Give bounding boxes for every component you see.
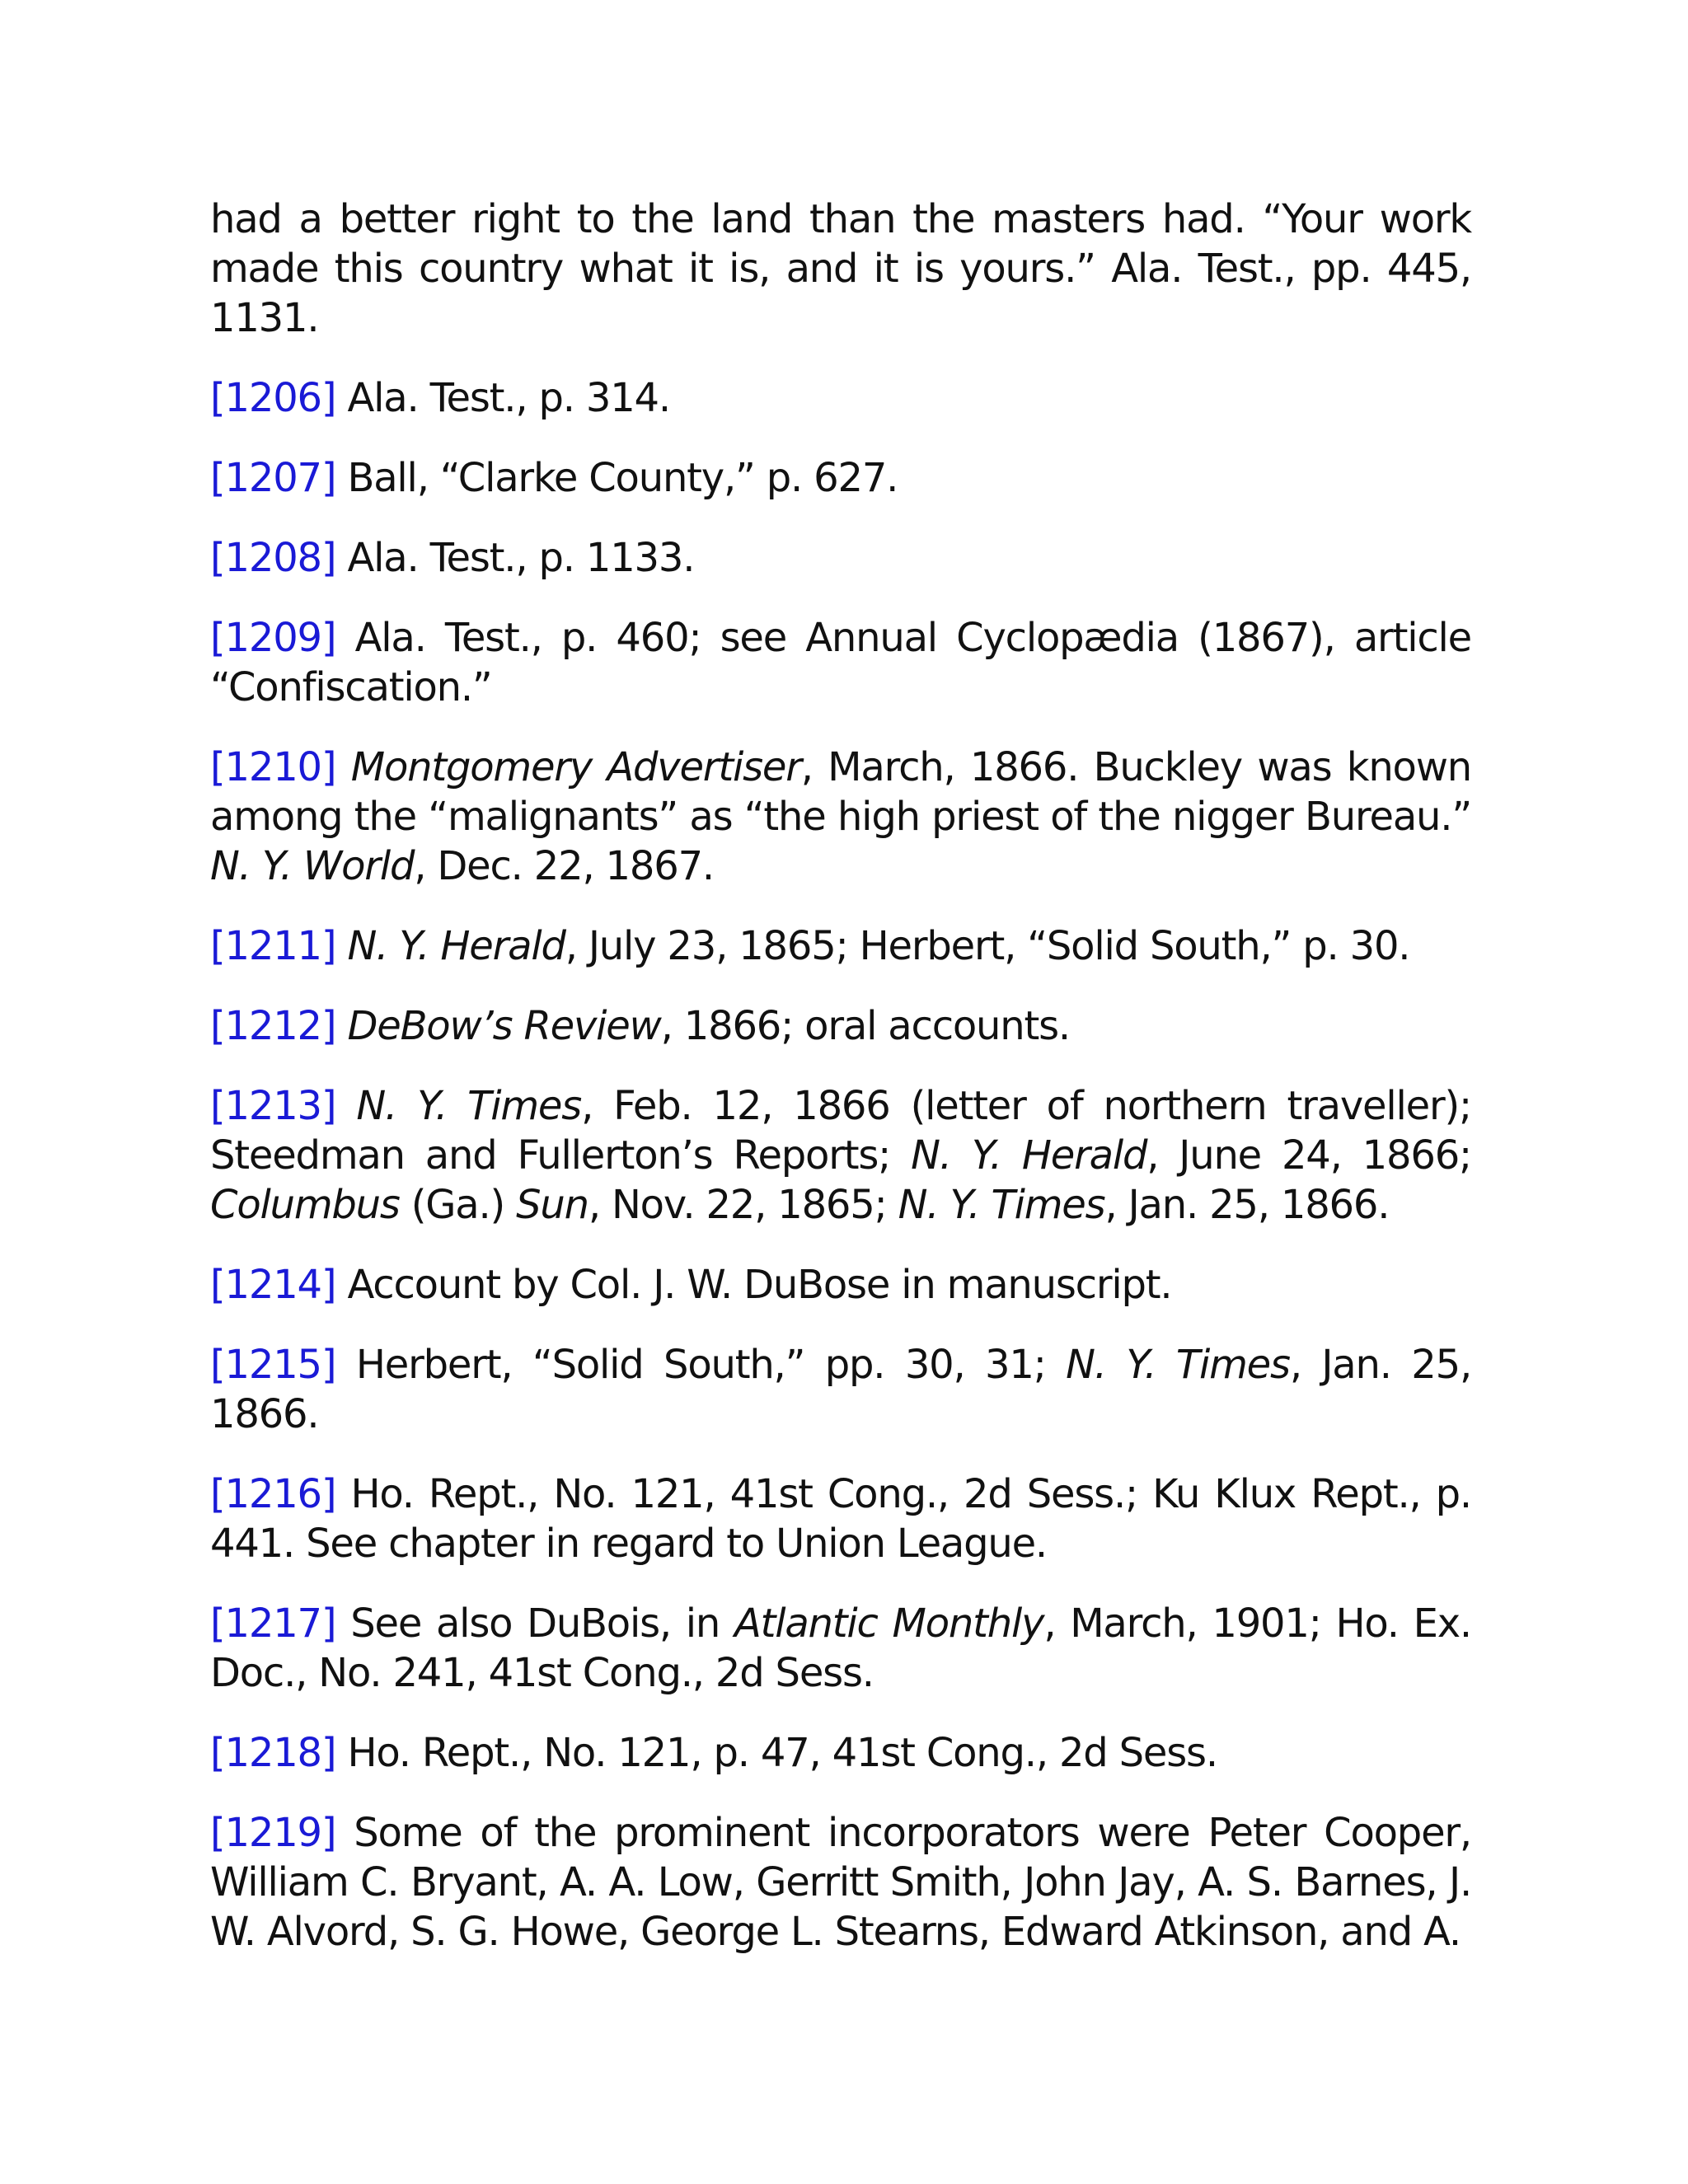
footnote-text: , Feb. 12, 1866 (letter of northern traveller); Steedman and Fullerton’s Reports; — [210, 1083, 1472, 1179]
footnote-text: , March, 1901; Ho. Ex. Doc., No. 241, 41st Cong., 2d Sess. — [210, 1601, 1471, 1696]
footnote-paragraph — [210, 1340, 1471, 1439]
footnote-ref-link[interactable]: [1209] — [210, 615, 336, 661]
footnote-paragraph — [210, 1260, 1471, 1310]
footnote-italic-text: Columbus — [210, 1182, 400, 1228]
footnote-text: , July 23, 1865; Herbert, “Solid South,” p. 30. — [565, 923, 1410, 969]
footnote-ref-link[interactable]: [1208] — [210, 535, 336, 581]
footnote-ref-link[interactable]: [1215] — [210, 1342, 336, 1388]
footnote-text: , Jan. 25, 1866. — [210, 1342, 1471, 1437]
footnote-text: Ala. Test., p. 1133. — [335, 535, 695, 581]
footnote-ref-link[interactable]: [1207] — [210, 455, 336, 501]
footnote-ref-link[interactable]: [1206] — [210, 375, 336, 421]
footnote-paragraph — [210, 453, 1471, 503]
footnote-italic-text: N. Y. Times — [898, 1182, 1105, 1228]
footnote-text: Ala. Test., p. 314. — [335, 375, 670, 421]
footnote-paragraph — [210, 194, 1471, 343]
footnote-ref-link[interactable]: [1219] — [210, 1810, 336, 1856]
footnote-text: Ho. Rept., No. 121, 41st Cong., 2d Sess.; Ku Klux Rept., p. 441. See chapter in regard to Union League. — [210, 1471, 1471, 1567]
footnote-text — [335, 1003, 347, 1049]
footnote-text — [335, 1083, 356, 1129]
footnote-paragraph — [210, 533, 1471, 583]
footnote-text: Account by Col. J. W. DuBose in manuscript. — [335, 1262, 1172, 1308]
footnote-paragraph — [210, 1728, 1471, 1778]
footnote-ref-link[interactable]: [1216] — [210, 1471, 336, 1517]
footnote-italic-text: DeBow’s Review — [347, 1003, 661, 1049]
footnote-text — [335, 744, 350, 790]
footnote-italic-text: Atlantic Monthly — [734, 1601, 1044, 1647]
footnote-text: , Dec. 22, 1867. — [414, 843, 714, 889]
footnote-italic-text: N. Y. Herald — [911, 1132, 1147, 1179]
footnote-paragraph — [210, 1001, 1471, 1051]
footnote-paragraph — [210, 921, 1471, 971]
footnote-text: See also DuBois, in — [335, 1601, 734, 1647]
footnote-paragraph — [210, 1599, 1471, 1698]
footnote-text: Ball, “Clarke County,” p. 627. — [335, 455, 898, 501]
footnote-paragraph — [210, 373, 1471, 423]
footnote-italic-text: Sun — [516, 1182, 588, 1228]
footnote-italic-text: N. Y. Times — [356, 1083, 582, 1129]
footnote-text: , June 24, 1866; — [1146, 1132, 1472, 1179]
footnote-ref-link[interactable]: [1217] — [210, 1601, 336, 1647]
footnote-ref-link[interactable]: [1210] — [210, 744, 336, 790]
footnote-text — [335, 923, 347, 969]
footnote-paragraph — [210, 743, 1471, 891]
footnote-text: Herbert, “Solid South,” pp. 30, 31; — [335, 1342, 1067, 1388]
footnote-text: , March, 1866. Buckley was known among the “malignants” as “the high priest of the nigger Bureau.” — [210, 744, 1471, 840]
footnote-italic-text: N. Y. Herald — [347, 923, 565, 969]
footnote-text: , Nov. 22, 1865; — [588, 1182, 898, 1228]
footnote-text: Some of the prominent incorporators were Peter Cooper, William C. Bryant, A. A. Low, Gerritt Smith, John Jay, A. S. Barnes, J. W. Alvord, S. G. Howe, George L. Stearns, Edward Atkinson, and A. — [210, 1810, 1471, 1955]
footnote-text: Ala. Test., p. 460; see Annual Cyclopædia (1867), article “Confiscation.” — [210, 615, 1471, 710]
footnote-paragraph — [210, 613, 1471, 712]
footnote-ref-link[interactable]: [1211] — [210, 923, 336, 969]
footnote-ref-link[interactable]: [1218] — [210, 1730, 336, 1776]
footnote-paragraph — [210, 1081, 1471, 1230]
footnote-italic-text: N. Y. Times — [1066, 1342, 1290, 1388]
footnote-text: had a better right to the land than the masters had. “Your work made this country what it is, and it is yours.” Ala. Test., pp. 445, 1131. — [210, 196, 1471, 341]
footnote-ref-link[interactable]: [1212] — [210, 1003, 336, 1049]
footnote-italic-text: Montgomery Advertiser — [350, 744, 801, 790]
footnote-text: , 1866; oral accounts. — [660, 1003, 1070, 1049]
footnote-text: Ho. Rept., No. 121, p. 47, 41st Cong., 2d Sess. — [335, 1730, 1217, 1776]
footnote-paragraph — [210, 1469, 1471, 1568]
footnote-italic-text: N. Y. World — [210, 843, 415, 889]
footnote-ref-link[interactable]: [1213] — [210, 1083, 336, 1129]
footnote-text: (Ga.) — [399, 1182, 517, 1228]
footnotes-page — [210, 194, 1471, 1987]
footnote-paragraph — [210, 1808, 1471, 1957]
footnote-ref-link[interactable]: [1214] — [210, 1262, 336, 1308]
footnote-text: , Jan. 25, 1866. — [1104, 1182, 1390, 1228]
